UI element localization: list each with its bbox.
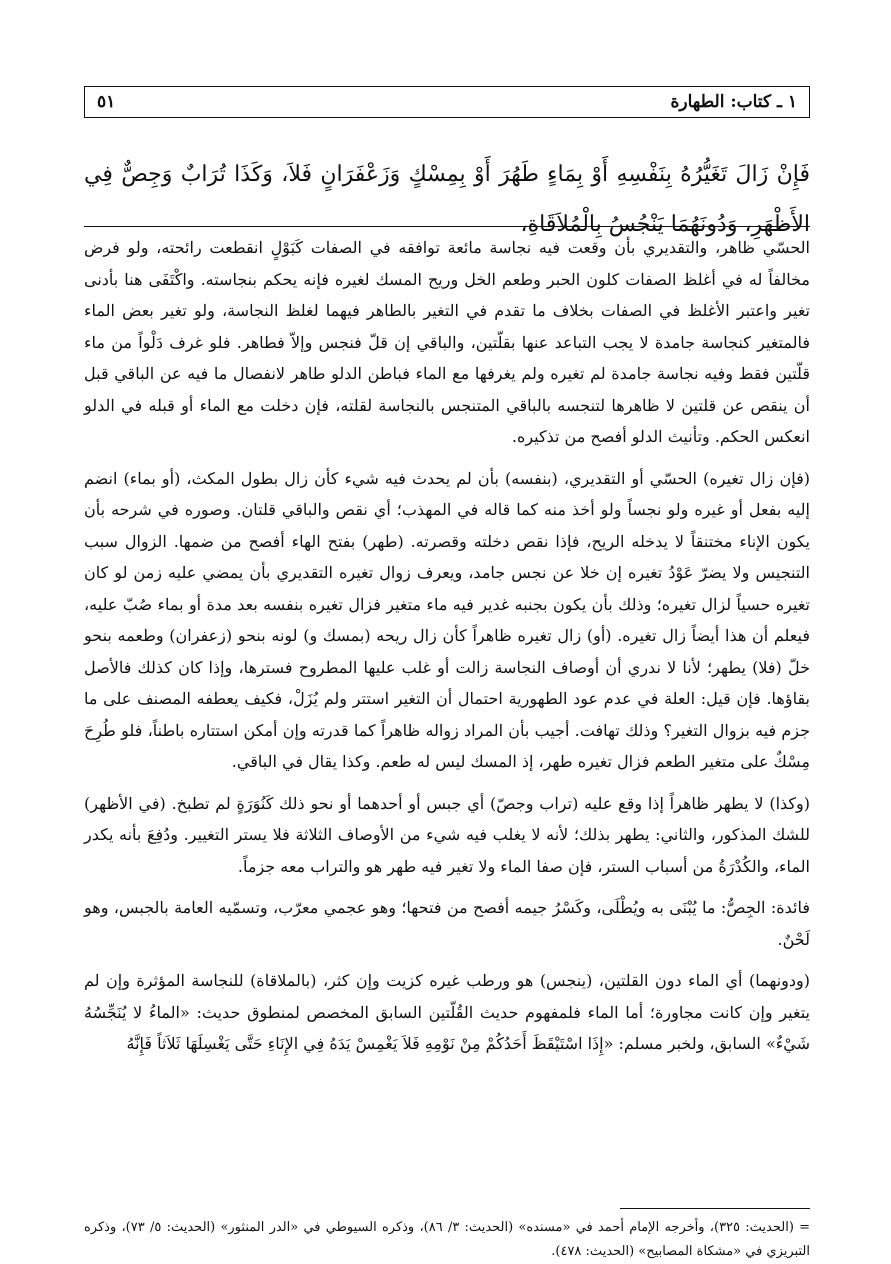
- footnote-separator: [620, 1208, 810, 1209]
- matn-separator: [84, 226, 810, 227]
- page-number: ٥١: [97, 92, 116, 112]
- footnote: = (الحديث: ٣٢٥)، وأخرجه الإمام أحمد في «مسنده» (الحديث: ٣/ ٨٦)، وذكره السيوطي في «الدر المنثور» (الحديث: ٥/ ٧٣)، وذكره التبريزي في «مشكاة المصابيح» (الحديث: ٤٧٨).: [84, 1220, 811, 1259]
- commentary: [84, 232, 810, 1060]
- running-header: [84, 86, 810, 118]
- chapter-title: ١ ـ كتاب: الطهارة: [670, 92, 797, 112]
- commentary-paragraph-3: (وكذا) لا يطهر ظاهراً إذا وقع عليه (تراب وجصّ) أي جبس أو أحدهما أو نحو ذلك كَنُوَرَةٍ لم تطبخ. (في الأظهر) للشك المذكور، والثاني: يطهر بذلك؛ لأنه لا يغلب فيه شيء من الأوصاف الثلاثة فلا يستر التغيير. ودُفِعَ بأنه يكدر الماء، والكُدْرَةُ من أسباب الستر، فإن صفا الماء ولا تغير فيه طهر هو والتراب معه جزماً.: [84, 793, 810, 876]
- commentary-paragraph-1: الحسّي ظاهر، والتقديري بأن وقعت فيه نجاسة مائعة توافقه في الصفات كَبَوْلٍ انقطعت رائحته، ولو فرض مخالفاً له في أغلظ الصفات كلون الحبر وطعم الخل وريح المسك لغيره فإنه يحكم بنجاسته. واكْتَفَى هنا بأدنى تغير واعتبر الأغلظ في الصفات بخلاف ما تقدم في التغير بالطاهر فيهما لغلظ النجاسة، ولو تغير بعض الماء فالمتغير كنجاسة جامدة لا يجب التباعد عنها بقلّتين، والباقي إن قلّ فنجس وإلاّ فطاهر. فلو غرف دَلْواً من ماء قلّتين فقط وفيه نجاسة جامدة لم تغيره ولم يغرفها مع الماء فباطن الدلو طاهر لانفصال ما فيه عن الباقي قبل أن ينقص عن قلتين لا ظاهرها لتنجسه بالباقي المتنجس بالنجاسة لقلته، فإن دخلت مع الماء أو قبله في الدلو انعكس الحكم. وتأنيث الدلو أفصح من تذكيره.: [84, 238, 810, 446]
- benefit-note: فائدة: الجِصُّ: ما يُبْنَى به ويُطْلَى، وكَسْرُ جيمه أفصح من فتحها؛ وهو عجمي معرّب، وتسمّيه العامة بالجبس، وهو لَحْنٌ.: [84, 898, 810, 949]
- matn-text: فَإِنْ زَالَ تَغَيُّرُهُ بِنَفْسِهِ أَوْ بِمَاءٍ طَهُرَ أَوْ بِمِسْكٍ وَزَعْفَرَانٍ فَلاَ، وَكَذَا تُرَابٌ وَجِصٌّ فِي الأَظْهَرِ، وَدُونَهُمَا يَنْجُسُ بِالْمُلاَقَاةِ،: [84, 162, 810, 237]
- commentary-paragraph-2: (فإن زال تغيره) الحسّي أو التقديري، (بنفسه) بأن لم يحدث فيه شيء كأن زال بطول المكث، (أو بماء) انضم إليه بفعل أو غيره ولو نجساً ولو أخذ منه كما قاله في المهذب؛ أي نقص والباقي قلتان. وصوره في شرحه بأن يكون الإناء مختنقاً لا يدخله الريح، فإذا نقص دخلته وقصرته. (طهر) بفتح الهاء أفصح من ضمها. الزوال سبب التنجيس ولا يضرّ عَوْدُ تغيره إن خلا عن نجس جامد، ويعرف زوال تغيره التقديري بأن يمضي عليه زمن لو كان تغيره حسياً لزال تغيره؛ وذلك بأن يكون بجنبه غدير فيه ماء متغير فزال تغيره بنفسه بعد مدة أو بماء صُبّ عليه، فيعلم أن هذا أيضاً زال تغيره. (أو) زال تغيره ظاهراً كأن زال ريحه (بمسك و) لونه بنحو (زعفران) وطعمه بنحو خلّ (فلا) يطهر؛ لأنا لا ندري أن أوصاف النجاسة زالت أو غلب عليها المطروح فسترها، وإذا كان كذلك فالأصل بقاؤها. فإن قيل: العلة في عدم عود الطهورية احتمال أن التغير استتر ولم يُزَلْ، فكيف يعطفه المصنف على ما جزم فيه بزوال التغير؟ وذلك تهافت. أجيب بأن المراد زواله ظاهراً كما قدرته وإن أمكن استتاره باطناً، فلو طُرِحَ مِسْكٌ على متغير الطعم فزال تغيره طهر، إذ المسك ليس له طعم. وكذا يقال في الباقي.: [84, 468, 811, 771]
- commentary-paragraph-5: (ودونهما) أي الماء دون القلتين، (ينجس) هو ورطب غيره كزيت وإن كثر، (بالملاقاة) للنجاسة المؤثرة وإن لم يتغير وإن كانت مجاورة؛ أما الماء فلمفهوم حديث القُلّتين السابق المخصص لمنطوق حديث: «الماءُ لا يُنَجِّسُهُ شَيْءٌ» السابق، ولخبر مسلم: «إِذَا اسْتَيْقَظَ أَحَدُكُمْ مِنْ نَوْمِهِ فَلاَ يَغْمِسْ يَدَهُ فِي الإِنَاءِ حَتَّى يَغْسِلَهَا ثَلاَثاً فَإِنَّهُ: [84, 971, 810, 1053]
